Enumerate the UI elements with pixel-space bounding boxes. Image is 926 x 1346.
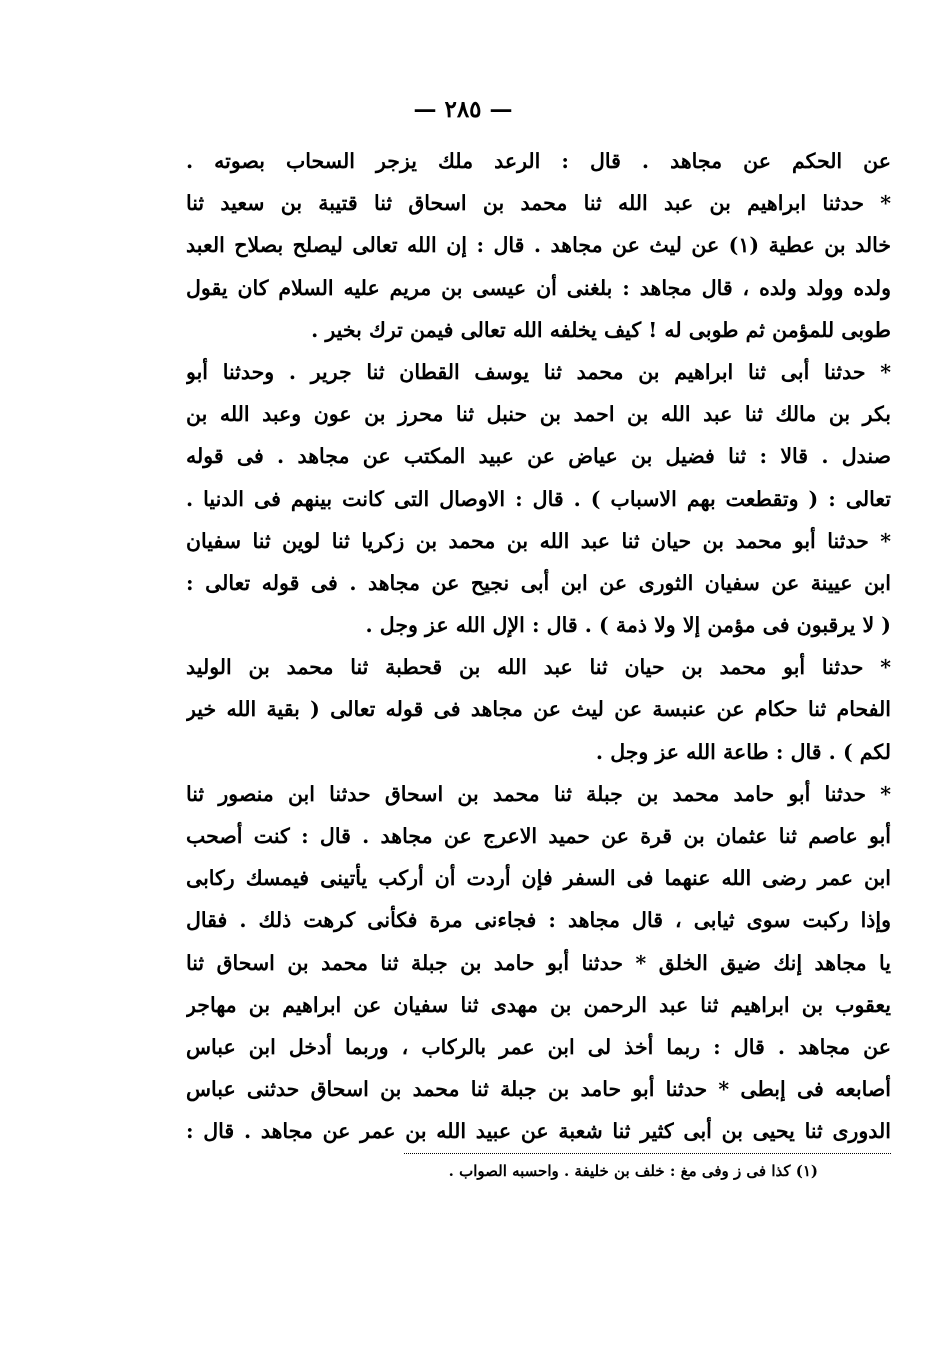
- text-line: عن الحكم عن مجاهد . قال : الرعد ملك يزجر السحاب بصوته .: [186, 149, 891, 173]
- footnote: (١) كذا فى ز وفى مغ : خلف بن خليفة . واحسبه الصواب .: [448, 1162, 818, 1180]
- text-line: ولده وولد ولده ، قال مجاهد : بلغنى أن عيسى بن مريم عليه السلام كان يقول: [186, 275, 891, 300]
- page-number: — ٢٨٥ —: [413, 96, 513, 123]
- text-line: وإذا ركبت سوى ثيابى ، قال مجاهد : فجاءنى مرة فكأنى كرهت ذلك . فقال: [186, 908, 891, 933]
- text-line: صندل . قالا : ثنا فضيل بن عياض عن عبيد المكتب عن مجاهد . فى قوله: [186, 444, 891, 469]
- text-line: * حدثنا أبو محمد بن حيان ثنا عبد الله بن قحطبة ثنا محمد بن الوليد: [186, 655, 891, 680]
- text-line: * حدثنا ابراهيم بن عبد الله ثنا محمد بن اسحاق ثنا قتيبة بن سعيد ثنا: [186, 191, 891, 216]
- footnote-divider: [404, 1153, 891, 1154]
- text-line: لكم ) . قال : طاعة الله عز وجل .: [595, 739, 891, 764]
- text-line: تعالى : ( وتقطعت بهم الاسباب ) . قال : الاوصال التى كانت بينهم فى الدنيا .: [186, 486, 891, 511]
- body-text: [186, 140, 891, 1153]
- text-line: طوبى للمؤمن ثم طوبى له ! كيف يخلفه الله تعالى فيمن ترك بخير .: [311, 317, 891, 342]
- text-line: أصابعه فى إبطى * حدثنا أبو حامد بن جبلة ثنا محمد بن اسحاق حدثنى عباس: [186, 1077, 891, 1102]
- text-line: بكر بن مالك ثنا عبد الله بن احمد بن حنبل ثنا محرز بن عون وعبد الله بن: [186, 402, 891, 427]
- text-line: خالد بن عطية (١) عن ليث عن مجاهد . قال : إن الله تعالى ليصلح بصلاح العبد: [186, 233, 891, 258]
- text-line: عن مجاهد . قال : ربما أخذ لى ابن عمر بالركاب ، وربما أدخل ابن عباس: [186, 1034, 891, 1059]
- text-line: ابن عمر رضى الله عنهما فى السفر فإن أردت أن أركب يأتينى فيمسك ركابى: [186, 866, 891, 891]
- text-line: الدورى ثنا يحيى بن أبى كثير ثنا شعبة عن عبيد الله بن عمر عن مجاهد . قال :: [186, 1119, 891, 1144]
- text-line: * حدثنا أبو محمد بن حيان ثنا عبد الله بن محمد بن زكريا ثنا لوين ثنا سفيان: [186, 528, 891, 553]
- text-line: ابن عيينة عن سفيان الثورى عن ابن أبى نجيح عن مجاهد . فى قوله تعالى :: [186, 570, 891, 595]
- text-line: * حدثنا أبى ثنا ابراهيم بن محمد ثنا يوسف القطان ثنا جرير . وحدثنا أبو: [186, 359, 891, 384]
- text-line: * حدثنا أبو حامد محمد بن جبلة ثنا محمد بن اسحاق حدثنا ابن منصور ثنا: [186, 781, 891, 806]
- text-line: أبو عاصم ثنا عثمان بن قرة عن حميد الاعرج عن مجاهد . قال : كنت أصحب: [186, 824, 891, 848]
- text-line: يا مجاهد إنك ضيق الخلق * حدثنا أبو حامد بن جبلة ثنا محمد بن اسحاق ثنا: [186, 950, 891, 975]
- text-line: الفحام ثنا حكام عن عنبسة عن ليث عن مجاهد فى قوله تعالى ( بقية الله خير: [186, 697, 891, 722]
- text-line: ( لا يرقبون فى مؤمن إلا ولا ذمة ) . قال : الإل الله عز وجل .: [365, 613, 891, 638]
- text-line: يعقوب بن ابراهيم ثنا عبد الرحمن بن مهدى ثنا سفيان عن ابراهيم بن مهاجر: [186, 992, 891, 1017]
